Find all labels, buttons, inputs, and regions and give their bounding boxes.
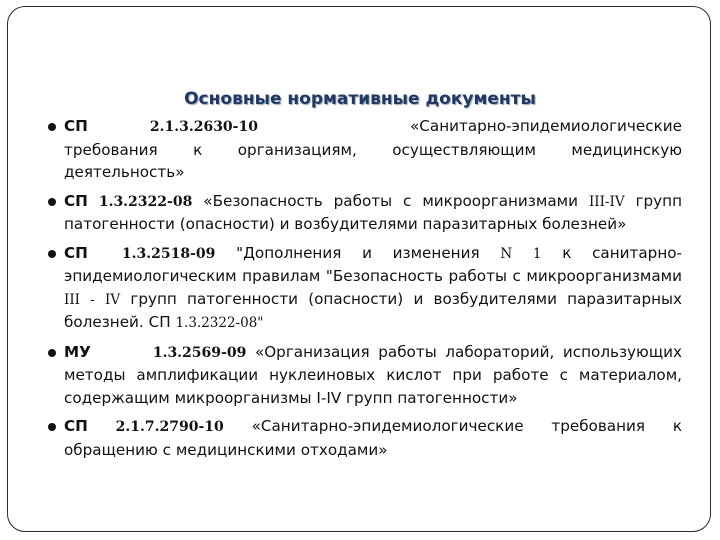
document-kind: СП (64, 417, 88, 435)
document-kind: СП (64, 117, 88, 135)
document-text-part: «Безопасность работы с микроорганизмами (203, 191, 578, 210)
document-code: 1.3.2518-09 (121, 245, 216, 262)
roman-group-end: IV (105, 291, 121, 308)
number-value: 1 (532, 245, 542, 262)
document-item-2 (48, 190, 682, 236)
reference-code: 1.3.2322-08 (175, 315, 258, 331)
document-text-part: групп патогенности (опасности) и возбудителями паразитарных болезней» (64, 191, 683, 233)
document-text-part: "Дополнения и изменения (236, 243, 480, 262)
roman-groups: III-IV (588, 193, 625, 210)
document-kind: МУ (64, 342, 91, 361)
number-sign: N (500, 245, 513, 262)
document-kind: СП (64, 191, 88, 210)
document-text: «Организация работы лабораторий, использующих методы амплификации нуклеиновых кислот при работе с материалом, содержащим микроорганизмы I-IV групп патогенности» (64, 342, 682, 407)
document-text-part: групп патогенности (опасности) и возбудителями паразитарных болезней. СП (64, 289, 683, 331)
document-code: 2.1.7.2790-10 (115, 419, 224, 435)
roman-group-start: III (64, 291, 80, 308)
document-code: 1.3.2569-09 (152, 344, 247, 361)
document-item-5 (48, 415, 682, 461)
roman-dash: - (90, 291, 95, 308)
document-item-1 (48, 115, 682, 184)
document-item-3 (48, 242, 682, 335)
slide-title: Основные нормативные документы (184, 89, 536, 109)
bullet-icon (48, 198, 56, 206)
document-text: «Санитарно-эпидемиологические требования к организациям, осуществляющим медицинскую деятельность» (64, 117, 682, 181)
document-text: «Санитарно-эпидемиологические требования к обращению с медицинскими отходами» (64, 417, 683, 459)
documents-list (48, 115, 682, 467)
document-kind: СП (64, 243, 88, 262)
document-text-part: к санитарно-эпидемиологическим правилам "Безопасность работы с микроорганизмами (64, 243, 683, 285)
document-code: 2.1.3.2630-10 (149, 119, 258, 135)
document-item-4 (48, 341, 682, 410)
document-code: 1.3.2322-08 (98, 193, 193, 210)
bullet-icon (48, 349, 56, 357)
bullet-icon (48, 123, 56, 131)
bullet-icon (48, 250, 56, 258)
closing-quote: " (257, 315, 264, 331)
bullet-icon (48, 423, 56, 431)
slide-frame (7, 6, 711, 532)
